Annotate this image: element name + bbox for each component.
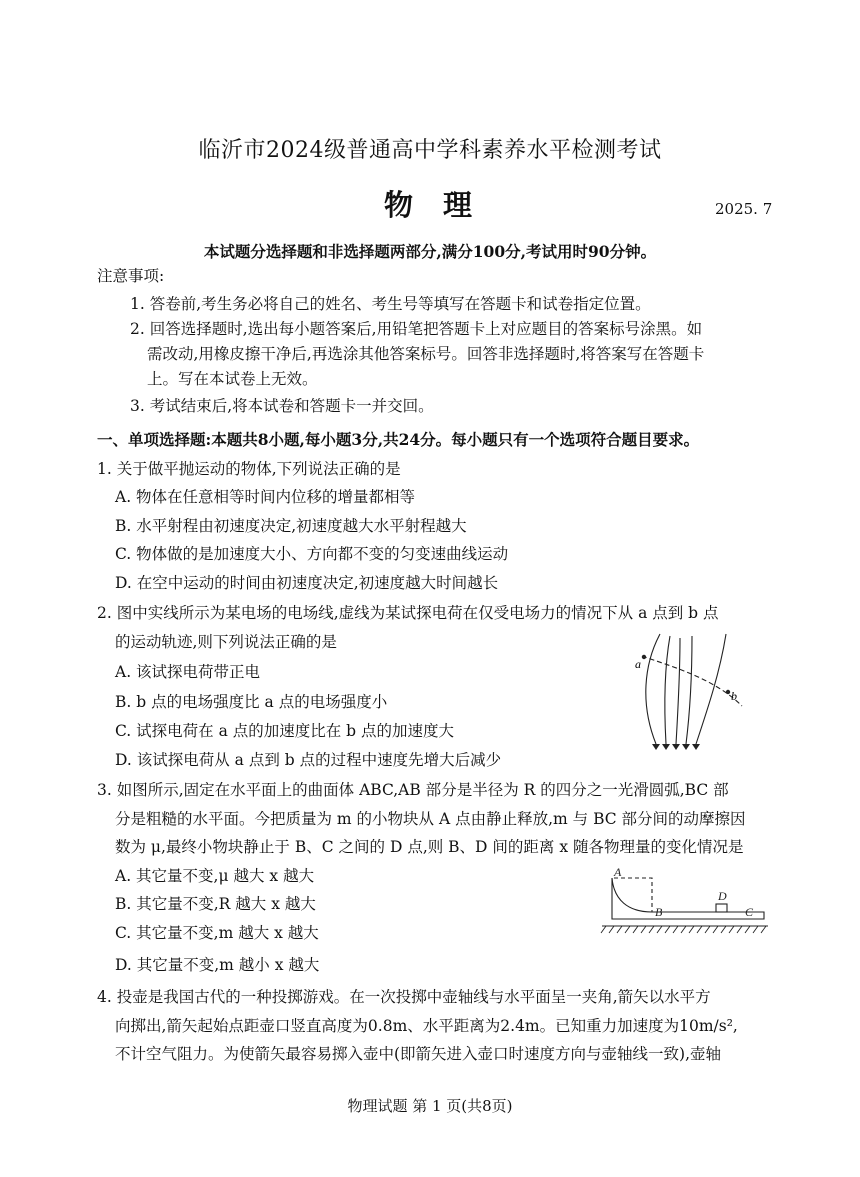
- option-c: C. 其它量不变,m 越大 x 越大: [115, 924, 319, 942]
- curved-body-figure: [598, 864, 770, 936]
- question-stem: 不计空气阻力。为使箭矢最容易掷入壶中(即箭矢进入壶口时速度方向与壶轴线一致),壶轴: [115, 1045, 722, 1063]
- question-stem: 4. 投壶是我国古代的一种投掷游戏。在一次投掷中壶轴线与水平面呈一夹角,箭矢以水平方: [97, 988, 711, 1006]
- notice-item: 1. 答卷前,考生务必将自己的姓名、考生号等填写在答题卡和试卷指定位置。: [130, 295, 651, 313]
- label-C: C: [745, 905, 754, 919]
- label-a: a: [635, 657, 641, 671]
- subject-title: 物理: [384, 188, 503, 222]
- option-b: B. 水平射程由初速度决定,初速度越大水平射程越大: [115, 517, 467, 535]
- field-line: [686, 636, 692, 744]
- question-stem: 2. 图中实线所示为某电场的电场线,虚线为某试探电荷在仅受电场力的情况下从 a 点到 b 点: [97, 604, 719, 622]
- exam-title: 临沂市2024级普通高中学科素养水平检测考试: [198, 138, 662, 163]
- question-stem: 1. 关于做平抛运动的物体,下列说法正确的是: [97, 460, 401, 478]
- option-a: A. 其它量不变,μ 越大 x 越大: [115, 867, 315, 885]
- arrow-head: [682, 744, 690, 750]
- question-stem: 3. 如图所示,固定在水平面上的曲面体 ABC,AB 部分是半径为 R 的四分之一光滑圆弧,BC 部: [97, 781, 729, 799]
- electric-field-figure: [618, 626, 768, 752]
- field-line: [696, 634, 726, 744]
- option-a: A. 物体在任意相等时间内位移的增量都相等: [115, 488, 416, 506]
- label-B: B: [655, 905, 663, 919]
- question-stem: 分是粗糙的水平面。今把质量为 m 的小物块从 A 点由静止释放,m 与 BC 部分间的动摩擦因: [115, 810, 746, 828]
- notice-heading: 注意事项:: [97, 267, 165, 285]
- section-heading: 一、单项选择题:本题共8小题,每小题3分,共24分。每小题只有一个选项符合题目要求。: [97, 430, 700, 449]
- notice-item: 2. 回答选择题时,选出每小题答案后,用铅笔把答题卡上对应题目的答案标号涂黑。如: [130, 320, 703, 338]
- question-stem: 的运动轨迹,则下列说法正确的是: [115, 633, 337, 651]
- ground-hatch: [601, 926, 766, 933]
- page-footer: 物理试题 第 1 页(共8页): [347, 1097, 513, 1115]
- body-outline: [612, 878, 764, 919]
- notice-item: 需改动,用橡皮擦干净后,再选涂其他答案标号。回答非选择题时,将答案写在答题卡: [147, 345, 705, 363]
- option-c: C. 试探电荷在 a 点的加速度比在 b 点的加速度大: [115, 722, 455, 740]
- exam-date: 2025. 7: [715, 200, 773, 218]
- arrow-head: [672, 744, 680, 750]
- arc-ab: [612, 878, 652, 912]
- block-d: [716, 904, 727, 912]
- field-line: [676, 638, 680, 744]
- option-a: A. 该试探电荷带正电: [115, 663, 261, 681]
- option-d: D. 在空中运动的时间由初速度决定,初速度越大时间越长: [115, 574, 499, 592]
- notice-item: 上。写在本试卷上无效。: [147, 370, 318, 388]
- notice-item: 3. 考试结束后,将本试卷和答题卡一并交回。: [130, 397, 434, 415]
- field-line: [665, 636, 670, 744]
- label-A: A: [614, 865, 622, 879]
- label-D: D: [718, 889, 727, 903]
- field-line: [646, 634, 660, 744]
- option-d: D. 该试探电荷从 a 点到 b 点的过程中速度先增大后减少: [115, 751, 502, 769]
- option-b: B. 其它量不变,R 越大 x 越大: [115, 895, 316, 913]
- arrow-head: [692, 744, 700, 750]
- label-b: b: [731, 689, 737, 703]
- option-c: C. 物体做的是加速度大小、方向都不变的匀变速曲线运动: [115, 545, 509, 563]
- arrow-head: [652, 744, 660, 750]
- option-d: D. 其它量不变,m 越小 x 越大: [115, 956, 320, 974]
- point-b: [726, 690, 730, 694]
- point-a: [642, 655, 646, 659]
- option-b: B. b 点的电场强度比 a 点的电场强度小: [115, 693, 388, 711]
- arrow-head: [662, 744, 670, 750]
- question-stem: 数为 μ,最终小物块静止于 B、C 之间的 D 点,则 B、D 间的距离 x 随各物理量的变化情况是: [115, 838, 744, 856]
- exam-intro: 本试题分选择题和非选择题两部分,满分100分,考试用时90分钟。: [203, 242, 657, 261]
- radius-dashed: [614, 878, 652, 912]
- question-stem: 向掷出,箭矢起始点距壶口竖直高度为0.8m、水平距离为2.4m。已知重力加速度为10m/s²,: [115, 1017, 738, 1035]
